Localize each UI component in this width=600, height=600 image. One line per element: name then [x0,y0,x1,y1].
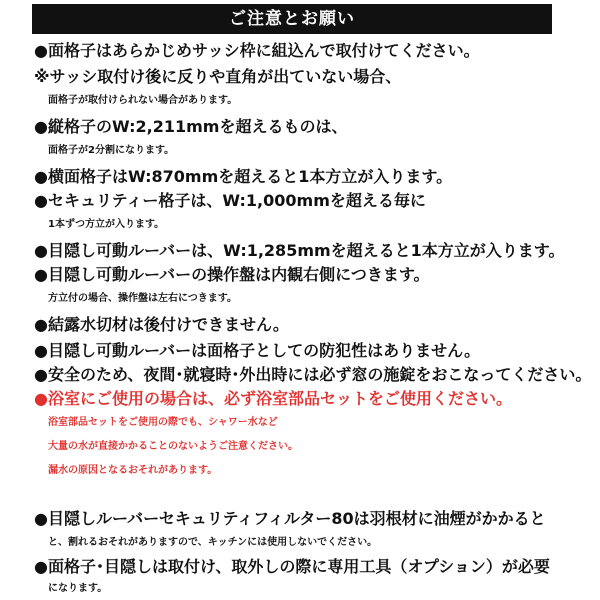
note-line: ●目隠し可動ルーバーの操作盤は内観右側につきます。 [34,265,430,284]
notice-header: ご注意とお願い [32,4,552,34]
note-line: ※サッシ取付け後に反りや直角が出ていない場合、 [34,67,402,86]
note-line: になります。 [48,583,108,594]
note-line: 面格子が2分割になります。 [48,145,175,156]
note-line: ●目隠し可動ルーバーは、W:1,285mmを超えると1本方立が入ります。 [34,241,565,260]
note-line: 面格子が取付けられない場合があります。 [48,95,238,106]
note-line: ●安全のため、夜間･就寝時･外出時には必ず窓の施錠をおこなってください。 [34,365,592,384]
note-line: 方立付の場合、操作盤は左右につきます。 [48,293,237,304]
note-line: ●面格子･目隠しは取付け、取外しの際に専用工具（オプション）が必要 [34,557,550,576]
note-line: 1本ずつ方立が入ります。 [48,219,165,230]
note-line: ●面格子はあらかじめサッシ枠に組込んで取付けてください。 [34,41,480,60]
warning-line: 漏水の原因となるおそれがあります。 [48,465,218,476]
warning-line: 浴室部品セットをご使用の際でも、シャワー水など [48,417,278,428]
warning-line: ●浴室にご使用の場合は、必ず浴室部品セットをご使用ください。 [34,389,512,408]
note-line: ●横面格子はW:870mmを超えると1本方立が入ります。 [34,167,453,186]
note-line: と、割れるおそれがありますので、キッチンには使用しないでください。 [48,537,378,548]
note-line: ●目隠しルーバーセキュリティフィルター80は羽根材に油煙がかかると [34,509,546,528]
note-line: ●結露水切材は後付けできません。 [34,315,289,334]
note-line: ●縦格子のW:2,211mmを超えるものは、 [34,117,348,136]
note-line: ●目隠し可動ルーバーは面格子としての防犯性はありません。 [34,341,481,360]
note-line: ●セキュリティー格子は、W:1,000mmを超える毎に [34,191,426,210]
warning-line: 大量の水が直接かかることのないようご注意ください。 [48,441,298,452]
